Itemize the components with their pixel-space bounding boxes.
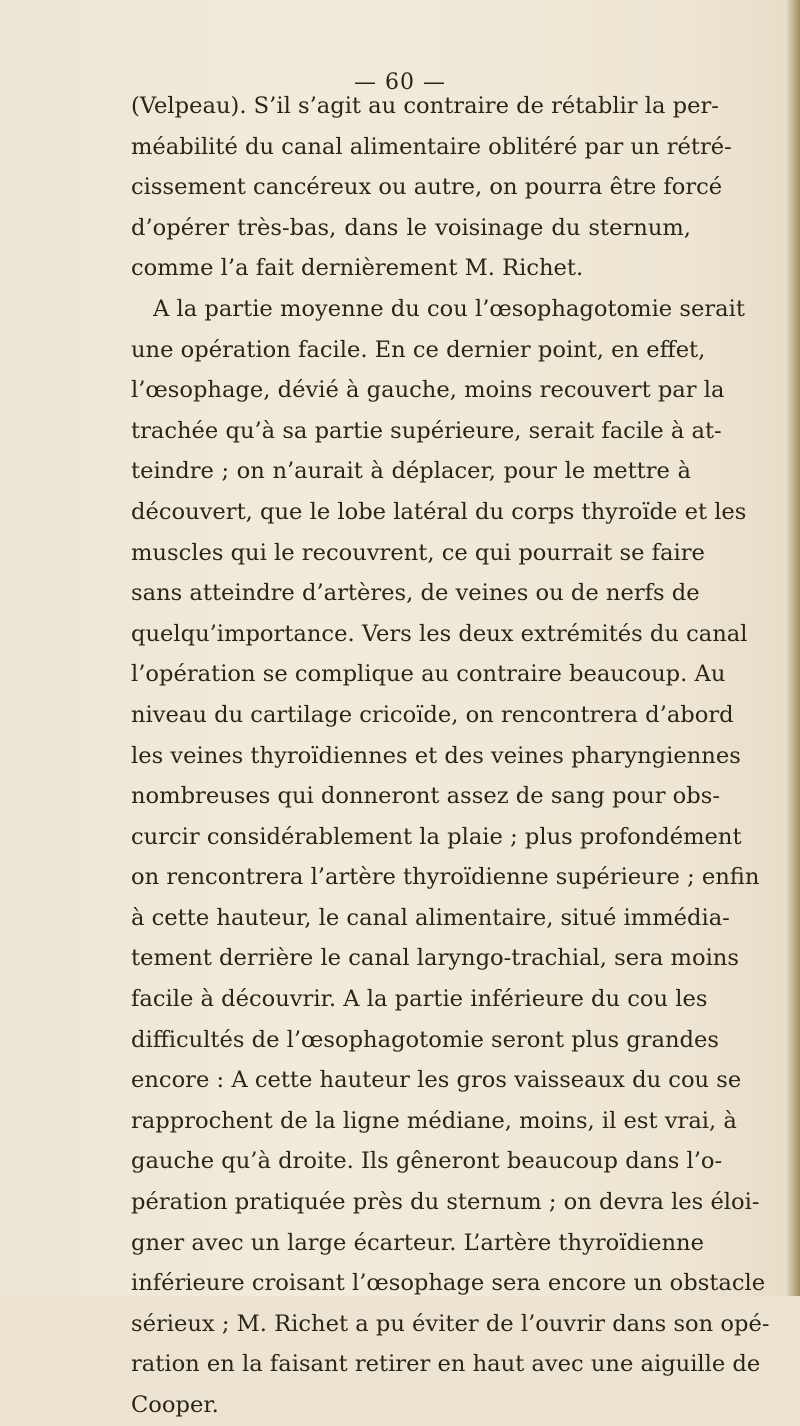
text-line: niveau du cartilage cricoïde, on rencontrera d’abord — [131, 701, 734, 728]
text-line: les veines thyroïdiennes et des veines pharyngiennes — [131, 742, 741, 769]
text-line: gner avec un large écarteur. L’artère thyroïdienne — [131, 1229, 704, 1256]
text-line: nombreuses qui donneront assez de sang pour obs- — [131, 783, 720, 810]
text-line: facile à découvrir. A la partie inférieure du cou les — [131, 986, 708, 1013]
text-line: (Velpeau). S’il s’agit au contraire de rétablir la per- — [131, 93, 719, 119]
text-line: l’œsophage, dévié à gauche, moins recouvert par la — [131, 377, 725, 404]
text-line: rapprochent de la ligne médiane, moins, il est vrai, à — [131, 1107, 737, 1134]
text-line: ration en la faisant retirer en haut avec une aiguille de — [131, 1351, 761, 1378]
text-line: pération pratiquée près du sternum ; on devra les éloi- — [131, 1189, 760, 1216]
text-line: méabilité du canal alimentaire oblitéré par un rétré- — [131, 133, 732, 160]
text-line: curcir considérablement la plaie ; plus profondément — [131, 823, 742, 850]
text-line: teindre ; on n’aurait à déplacer, pour le mettre à — [131, 458, 691, 485]
text-line: inférieure croisant l’œsophage sera encore un obstacle — [131, 1270, 766, 1297]
text-line: tement derrière le canal laryngo-trachial, sera moins — [131, 945, 739, 972]
text-line: Cooper. — [131, 1392, 219, 1418]
text-line: sérieux ; M. Richet a pu éviter de l’ouvrir dans son opé- — [131, 1310, 770, 1337]
text-line: muscles qui le recouvrent, ce qui pourrait se faire — [131, 539, 705, 566]
text-line: une opération facile. En ce dernier point, en effet, — [131, 336, 706, 363]
page-edge-shadow — [786, 0, 800, 1296]
text-line: trachée qu’à sa partie supérieure, serait facile à at- — [131, 417, 722, 444]
text-line: gauche qu’à droite. Ils gêneront beaucoup dans l’o- — [131, 1148, 723, 1175]
text-line: cissement cancéreux ou autre, on pourra être forcé — [131, 174, 723, 201]
text-line: difficultés de l’œsophagotomie seront plus grandes — [131, 1026, 719, 1053]
text-line: sans atteindre d’artères, de veines ou de nerfs de — [131, 580, 700, 607]
text-line: découvert, que le lobe latéral du corps thyroïde et les — [131, 498, 747, 525]
text-line: comme l’a fait dernièrement M. Richet. — [131, 255, 584, 282]
page-number: — 60 — — [354, 70, 446, 95]
body-text — [131, 86, 770, 1426]
text-line: à cette hauteur, le canal alimentaire, situé immédia- — [131, 904, 730, 931]
text-line: A la partie moyenne du cou l’œsophagotomie serait — [153, 295, 745, 322]
text-line: quelqu’importance. Vers les deux extrémités du canal — [131, 620, 748, 647]
text-line: on rencontrera l’artère thyroïdienne supérieure ; enfin — [131, 864, 760, 891]
text-line: encore : A cette hauteur les gros vaisseaux du cou se — [131, 1067, 742, 1094]
text-line: l’opération se complique au contraire beaucoup. Au — [131, 661, 726, 688]
text-line: d’opérer très-bas, dans le voisinage du sternum, — [131, 214, 691, 241]
